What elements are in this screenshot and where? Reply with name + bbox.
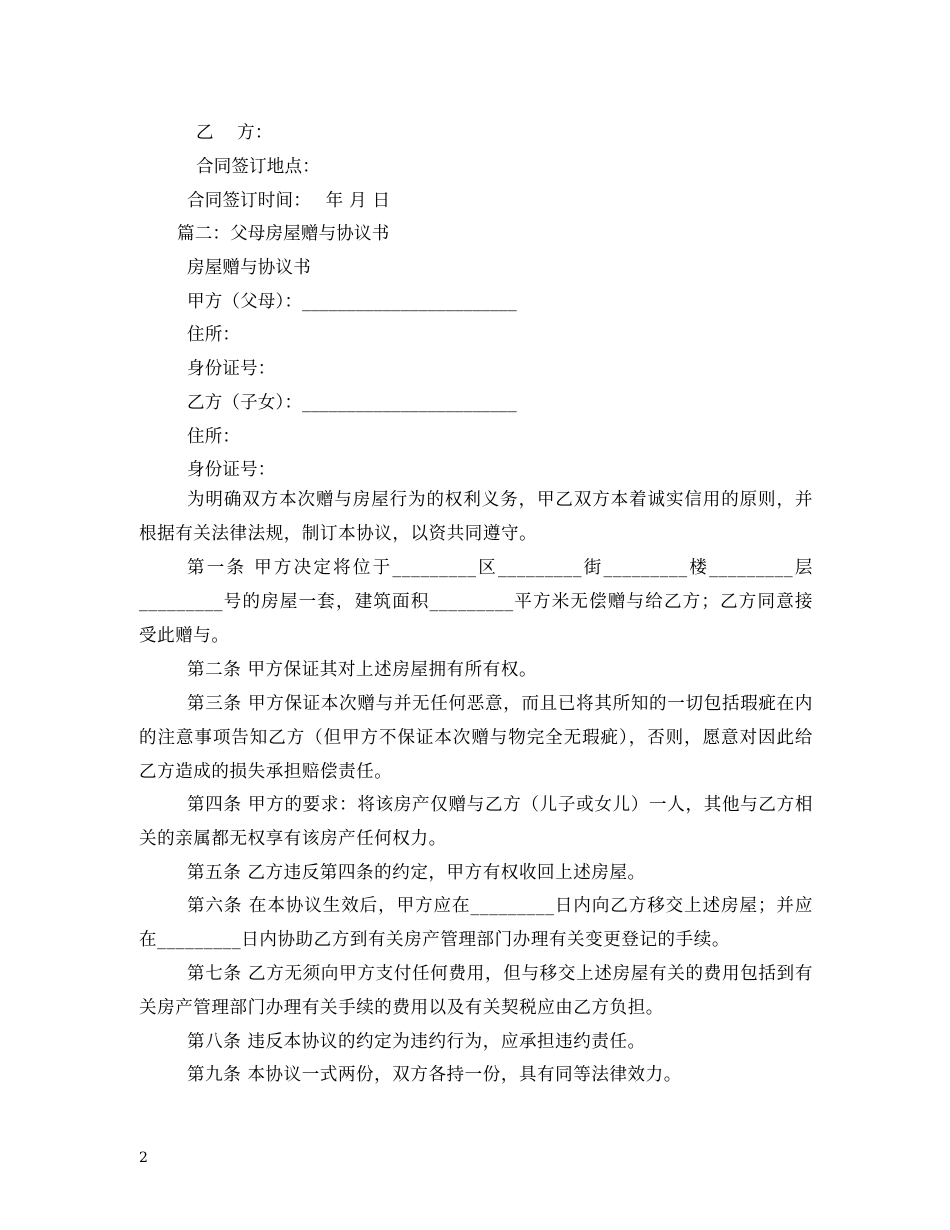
- party-b-label: 乙 方：: [196, 123, 273, 143]
- party-a-address: 住所：: [187, 325, 241, 345]
- clause-1: 第一条 甲方决定将位于_________区_________街_________楼_________层_________号的房屋一套，建筑面积_________平方米无偿赠与给乙方；乙方同意接受此赠与。: [139, 558, 813, 646]
- sign-place-label: 合同签订地点：: [196, 157, 320, 177]
- clause-8: 第八条 违反本协议的约定为违约行为，应承担违约责任。: [187, 1032, 646, 1052]
- clause-4: 第四条 甲方的要求：将该房产仅赠与乙方（儿子或女儿）一人，其他与乙方相关的亲属都无权享有该房产任何权力。: [139, 795, 813, 849]
- page-number: 2: [139, 1150, 148, 1166]
- clause-5: 第五条 乙方违反第四条的约定，甲方有权收回上述房屋。: [187, 863, 646, 883]
- party-b-address: 住所：: [187, 427, 241, 447]
- sign-time-label: 合同签订时间： 年 月 日: [187, 191, 391, 211]
- clause-3: 第三条 甲方保证本次赠与并无任何恶意，而且已将其所知的一切包括瑕疵在内的注意事项告知乙方（但甲方不保证本次赠与物完全无瑕疵），否则，愿意对因此给乙方造成的损失承担赔偿责任。: [139, 694, 813, 782]
- party-b-id: 身份证号：: [187, 460, 276, 480]
- document-title: 房屋赠与协议书: [187, 258, 311, 278]
- preamble-paragraph: 为明确双方本次赠与房屋行为的权利义务，甲乙双方本着诚实信用的原则，并根据有关法律法规，制订本协议，以资共同遵守。: [139, 490, 813, 544]
- party-a-id: 身份证号：: [187, 359, 276, 379]
- party-b-field: 乙方（子女）：________________________: [187, 393, 517, 413]
- article-title: 篇二：父母房屋赠与协议书: [177, 224, 390, 244]
- clause-9: 第九条 本协议一式两份，双方各持一份，具有同等法律效力。: [187, 1065, 682, 1085]
- clause-6: 第六条 在本协议生效后，甲方应在_________日内向乙方移交上述房屋；并应在_________日内协助乙方到有关房产管理部门办理有关变更登记的手续。: [139, 896, 813, 950]
- clause-2: 第二条 甲方保证其对上述房屋拥有所有权。: [187, 660, 538, 680]
- party-a-field: 甲方（父母）：________________________: [187, 292, 517, 312]
- clause-7: 第七条 乙方无须向甲方支付任何费用，但与移交上述房屋有关的费用包括到有关房产管理部门办理有关手续的费用以及有关契税应由乙方负担。: [139, 964, 813, 1018]
